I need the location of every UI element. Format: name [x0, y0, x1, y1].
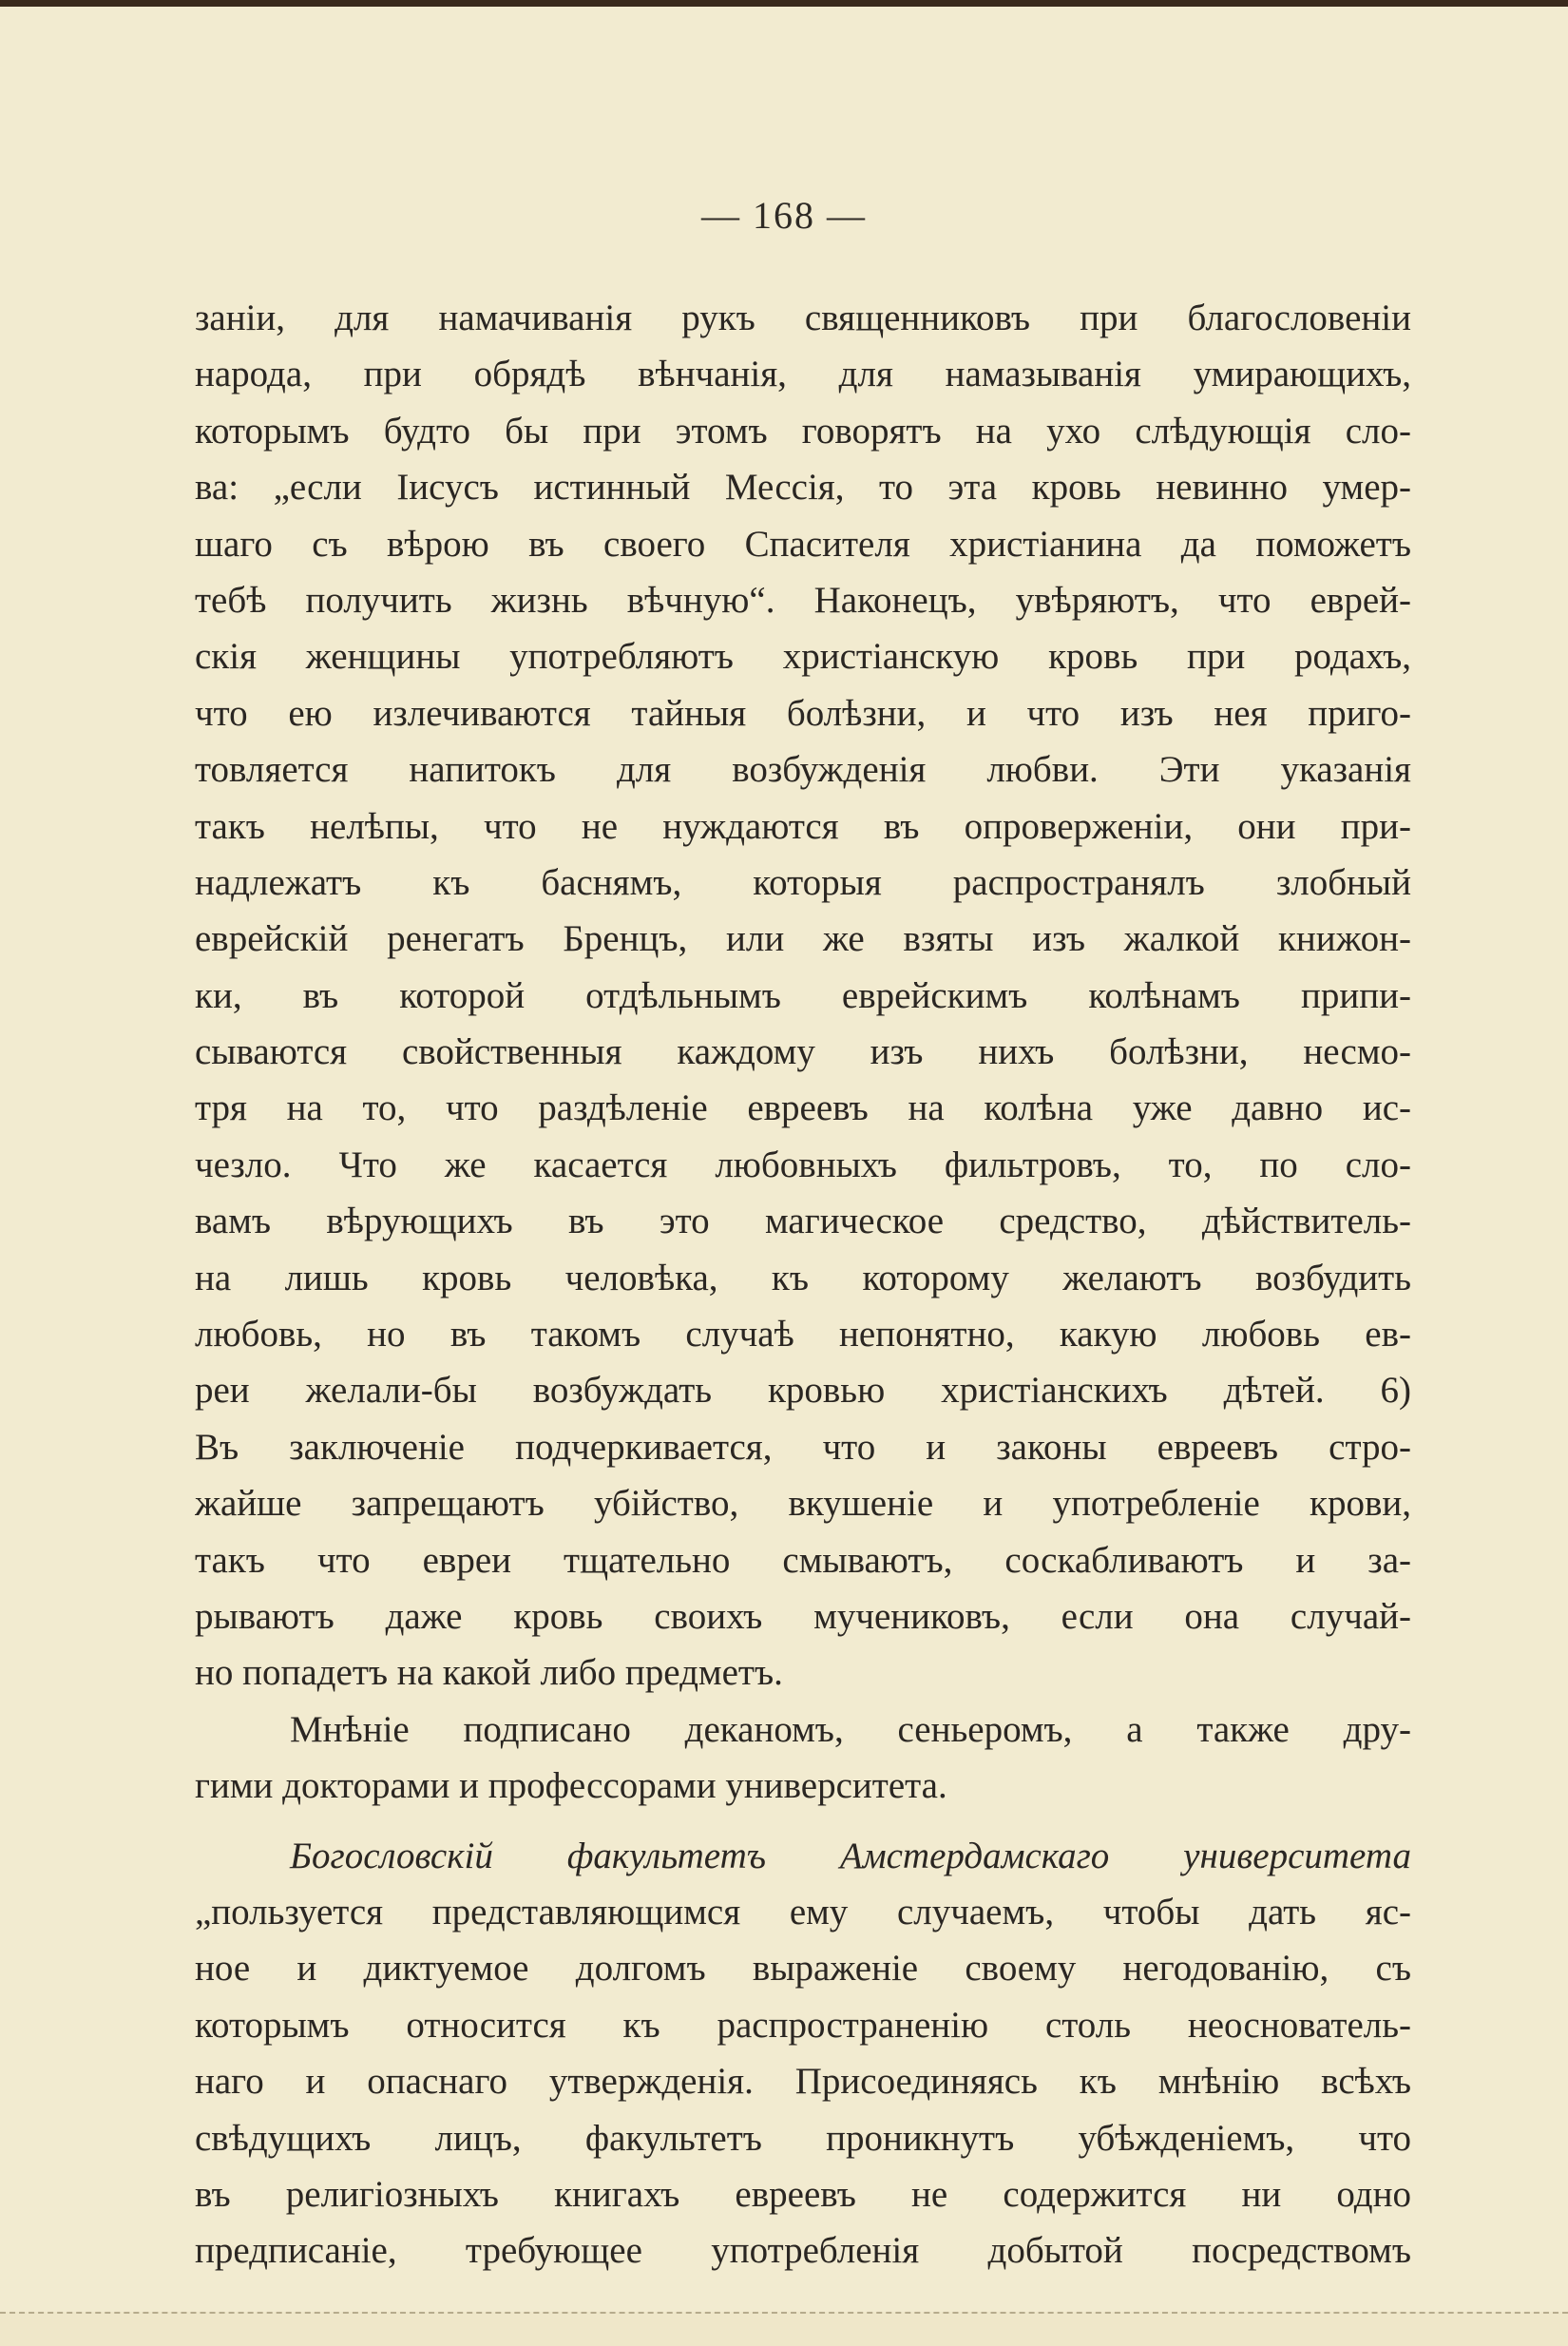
text-line: надлежатъ къ баснямъ, которыя распространялъ злобный: [195, 861, 1411, 903]
text-line: „пользуется представляющимся ему случаемъ, чтобы дать яс-: [195, 1891, 1411, 1933]
text-line: рываютъ даже кровь своихъ мучениковъ, если она случай-: [195, 1595, 1411, 1637]
text-line: тебѣ получить жизнь вѣчную“. Наконецъ, увѣряютъ, что еврей-: [195, 579, 1411, 621]
text-line: Богословскій факультетъ Амстердамскаго университета: [290, 1835, 1411, 1876]
text-line: но попадетъ на какой либо предметъ.: [195, 1652, 783, 1694]
text-line: товляется напитокъ для возбужденія любви. Эти указанія: [195, 749, 1411, 791]
text-line: ва: „если Іисусъ истинный Мессія, то эта кровь невинно умер-: [195, 467, 1411, 509]
text-line: заніи, для намачиванія рукъ священниковъ при благословеніи: [195, 298, 1411, 338]
text-line: еврейскій ренегатъ Бренцъ, или же взяты изъ жалкой книжон-: [195, 918, 1411, 960]
text-line: ки, въ которой отдѣльнымъ еврейскимъ колѣнамъ припи-: [195, 974, 1411, 1016]
text-line: въ религіозныхъ книгахъ евреевъ не содержится ни одно: [195, 2173, 1411, 2215]
text-line: что ею излечиваются тайныя болѣзни, и что изъ нея приго-: [195, 692, 1411, 734]
text-line: ное и диктуемое долгомъ выраженіе своему негодованію, съ: [195, 1948, 1411, 1990]
paragraph-gap: [195, 1815, 1411, 1828]
text-line: наго и опаснаго утвержденія. Присоединяясь къ мнѣнію всѣхъ: [195, 2061, 1411, 2103]
paragraph-1: [195, 290, 1411, 1702]
text-line: гими докторами и профессорами университета.: [195, 1765, 947, 1807]
text-line: тря на то, что раздѣленіе евреевъ на колѣна уже давно ис-: [195, 1087, 1411, 1129]
body-text: [195, 290, 1411, 2279]
text-line: скія женщины употребляютъ христіанскую кровь при родахъ,: [195, 636, 1411, 678]
text-line: народа, при обрядѣ вѣнчанія, для намазыванія умирающихъ,: [195, 354, 1411, 395]
text-line: свѣдущихъ лицъ, факультетъ проникнутъ убѣжденіемъ, что: [195, 2117, 1411, 2159]
text-line: жайше запрещаютъ убійство, вкушеніе и употребленіе крови,: [195, 1483, 1411, 1525]
text-line: вамъ вѣрующихъ въ это магическое средство, дѣйствитель-: [195, 1201, 1411, 1242]
text-line: на лишь кровь человѣка, къ которому желаютъ возбудить: [195, 1257, 1411, 1298]
paragraph-2: [195, 1702, 1411, 1815]
text-line: предписаніе, требующее употребленія добытой посредствомъ: [195, 2230, 1411, 2272]
text-line: любовь, но въ такомъ случаѣ непонятно, какую любовь ев-: [195, 1314, 1411, 1356]
paragraph-3: [195, 1828, 1411, 2279]
text-line: такъ что евреи тщательно смываютъ, соскабливаютъ и за-: [195, 1539, 1411, 1581]
text-line: такъ нелѣпы, что не нуждаются въ опроверженіи, они при-: [195, 805, 1411, 847]
text-line: сываются свойственныя каждому изъ нихъ болѣзни, несмо-: [195, 1031, 1411, 1073]
text-line: Мнѣніе подписано деканомъ, сеньеромъ, а также дру-: [290, 1708, 1411, 1750]
page-bottom-edge: [0, 2312, 1568, 2346]
text-line: которымъ будто бы при этомъ говорятъ на ухо слѣдующія сло-: [195, 410, 1411, 452]
text-line: реи желали-бы возбуждать кровью христіанскихъ дѣтей. 6): [195, 1370, 1411, 1412]
text-line: чезло. Что же касается любовныхъ фильтровъ, то, по сло-: [195, 1144, 1411, 1185]
text-line: Въ заключеніе подчеркивается, что и законы евреевъ стро-: [195, 1426, 1411, 1468]
text-line: которымъ относится къ распространенію столь неоснователь-: [195, 2004, 1411, 2046]
page-top-edge: [0, 0, 1568, 7]
text-line: шаго съ вѣрою въ своего Спасителя христіанина да поможетъ: [195, 523, 1411, 565]
page-number: — 168 —: [701, 194, 867, 237]
